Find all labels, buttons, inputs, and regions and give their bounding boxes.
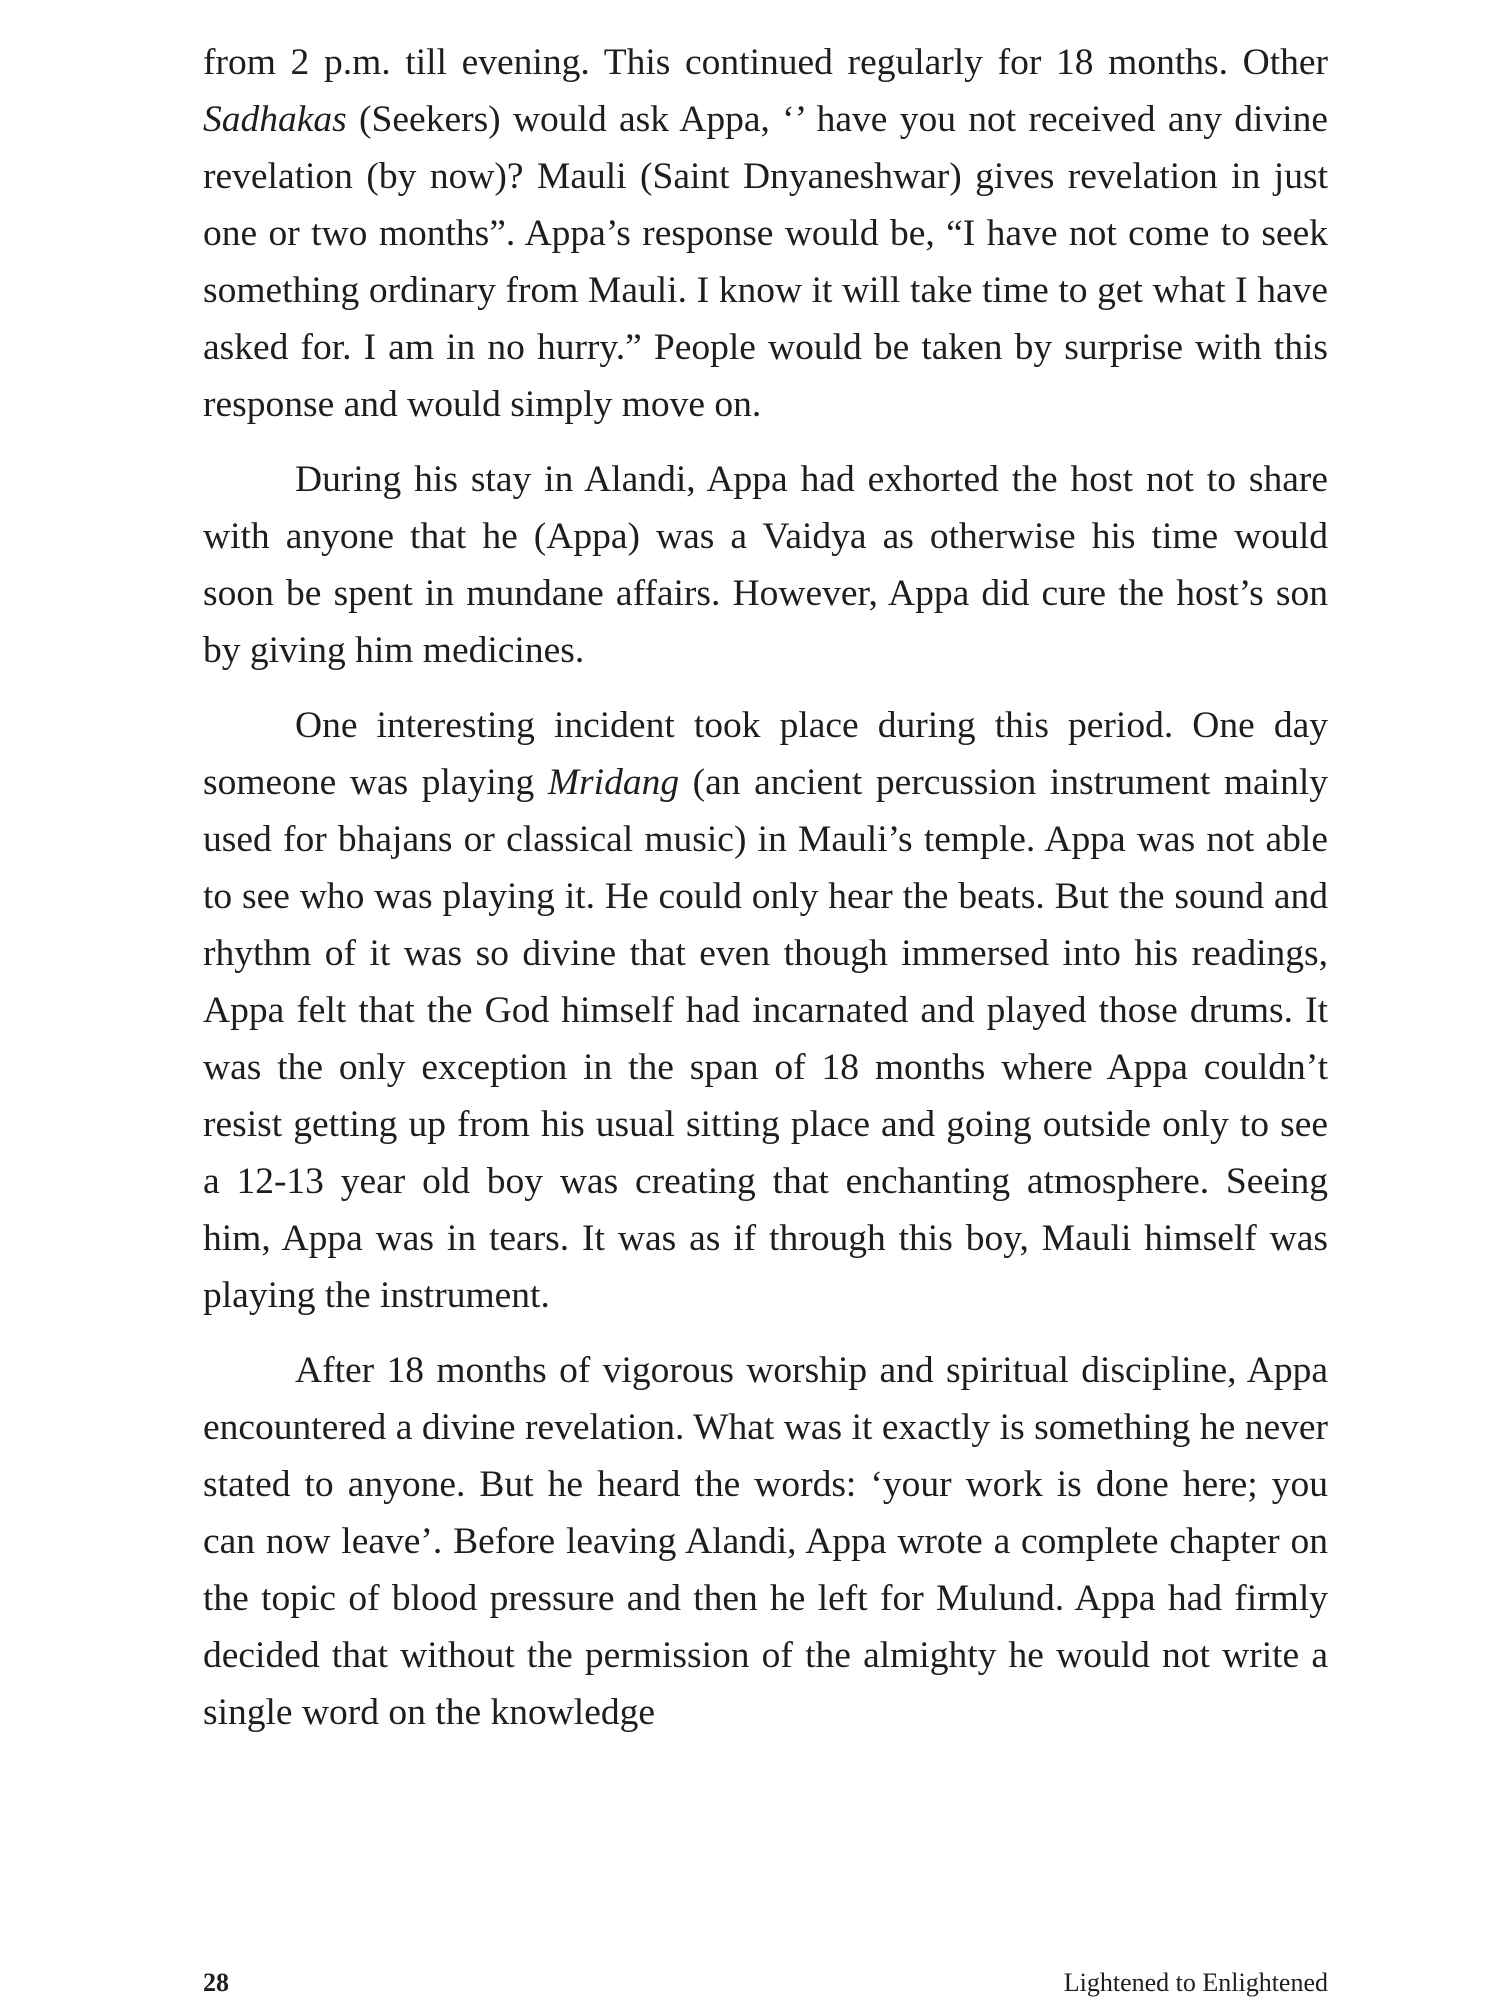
paragraph-2 bbox=[203, 451, 1328, 679]
paragraph-4-text: After 18 months of vigorous worship and spiritual discipline, Appa encountered a divine revelation. What was it exactly is something he never stated to anyone. But he heard the words: ‘your work is done here; you can now leave’. Before leaving Alandi, Appa wrote a complete chapter on the topic of blood pressure and then he left for Mulund. Appa had firmly decided that without the permission of the almighty he would not write a single word on the knowledge bbox=[203, 1350, 1328, 1733]
paragraph-1-text-a: from 2 p.m. till evening. This continued regularly for 18 months. Other bbox=[203, 42, 1328, 83]
paragraph-3-text-a: One interesting incident took place during this period. One day someone was playing bbox=[203, 705, 1328, 803]
body-text bbox=[203, 34, 1328, 1759]
paragraph-1 bbox=[203, 34, 1328, 433]
paragraph-2-text: During his stay in Alandi, Appa had exhorted the host not to share with anyone that he (Appa) was a Vaidya as otherwise his time would soon be spent in mundane affairs. However, Appa did cure the host’s son by giving him medicines. bbox=[203, 459, 1328, 671]
paragraph-3-text-b: (an ancient percussion instrument mainly used for bhajans or classical music) in Mauli’s temple. Appa was not able to see who was playing it. He could only hear the beats. But the sound and rhythm of it was so divine that even though immersed into his readings, Appa felt that the God himself had incarnated and played those drums. It was the only exception in the span of 18 months where Appa couldn’t resist getting up from his usual sitting place and going outside only to see a 12-13 year old boy was creating that enchanting atmosphere. Seeing him, Appa was in tears. It was as if through this boy, Mauli himself was playing the instrument. bbox=[203, 762, 1328, 1316]
term-sadhakas: Sadhakas bbox=[203, 99, 347, 140]
running-title: Lightened to Enlightened bbox=[1063, 1968, 1328, 1997]
paragraph-3 bbox=[203, 697, 1328, 1324]
page-footer bbox=[203, 1968, 1328, 1998]
paragraph-1-text-b: (Seekers) would ask Appa, ‘’ have you not received any divine revelation (by now)? Mauli (Saint Dnyaneshwar) gives revelation in just one or two months”. Appa’s response would be, “I have not come to seek something ordinary from Mauli. I know it will take time to get what I have asked for. I am in no hurry.” People would be taken by surprise with this response and would simply move on. bbox=[203, 99, 1328, 425]
page-number: 28 bbox=[203, 1968, 229, 1997]
paragraph-4 bbox=[203, 1342, 1328, 1741]
term-mridang: Mridang bbox=[547, 762, 680, 803]
